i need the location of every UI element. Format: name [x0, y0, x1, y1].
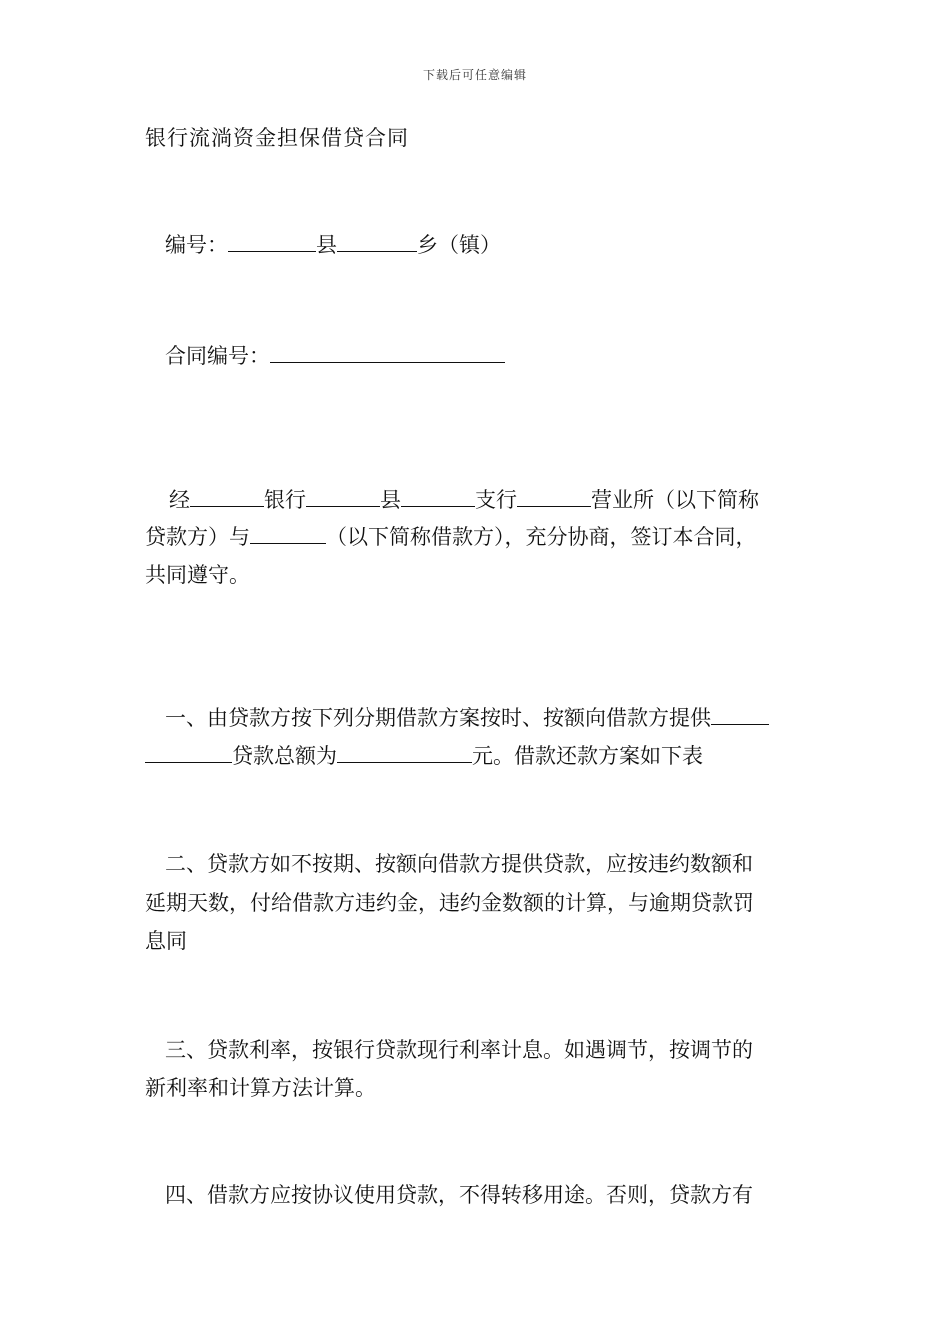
clause3-line-1: 三、贷款利率，按银行贷款现行利率计息。如遇调节，按调节的 [165, 1038, 753, 1062]
clause1-blank-2[interactable] [145, 742, 232, 763]
intro-blank-4[interactable] [517, 486, 591, 507]
intro-blank-2[interactable] [306, 486, 380, 507]
clause2-line-2: 延期天数，付给借款方违约金，违约金数额的计算，与逾期贷款罚 [145, 891, 754, 915]
document-title: 银行流淌资金担保借贷合同 [145, 126, 409, 150]
clause1-text-2a: 贷款总额为 [232, 744, 337, 768]
intro-county: 县 [380, 488, 401, 512]
intro-line-2 [145, 518, 810, 556]
clause4-line-1: 四、借款方应按协议使用贷款，不得转移用途。否则，贷款方有 [165, 1183, 753, 1207]
clause1-line-2 [145, 737, 810, 775]
clause3-line-2: 新利率和计算方法计算。 [145, 1076, 376, 1100]
number-line [145, 226, 830, 264]
contract-number-blank[interactable] [270, 342, 505, 363]
clause1-text-2b: 元。借款还款方案如下表 [472, 744, 703, 768]
intro-blank-3[interactable] [401, 486, 475, 507]
intro-blank-5[interactable] [250, 523, 326, 544]
intro-line-3: 共同遵守。 [145, 563, 250, 587]
intro-line-1 [145, 481, 834, 519]
intro-office: 营业所（以下简称 [591, 488, 759, 512]
county-blank[interactable] [228, 231, 316, 252]
intro-prefix: 经 [169, 488, 190, 512]
intro-blank-1[interactable] [190, 486, 264, 507]
county-text: 县 [316, 233, 337, 257]
clause1-blank-1[interactable] [711, 704, 769, 725]
contract-number-label: 合同编号： [165, 344, 270, 368]
clause1-text-1: 一、由贷款方按下列分期借款方案按时、按额向借款方提供 [165, 706, 711, 730]
clause1-blank-3[interactable] [337, 742, 472, 763]
intro-line2-b: （以下简称借款方），充分协商，签订本合同， [326, 525, 757, 549]
intro-line2-a: 贷款方）与 [145, 525, 250, 549]
town-blank[interactable] [337, 231, 417, 252]
clause2-line-1: 二、贷款方如不按期、按额向借款方提供贷款，应按违约数额和 [165, 852, 753, 876]
town-text: 乡（镇） [417, 233, 501, 257]
header-note: 下载后可任意编辑 [422, 68, 527, 82]
contract-number-line [145, 337, 830, 375]
clause1-line-1 [145, 699, 830, 737]
clause2-line-3: 息同 [145, 929, 187, 953]
intro-branch: 支行 [475, 488, 517, 512]
intro-bank: 银行 [264, 488, 306, 512]
number-label: 编号： [165, 233, 228, 257]
